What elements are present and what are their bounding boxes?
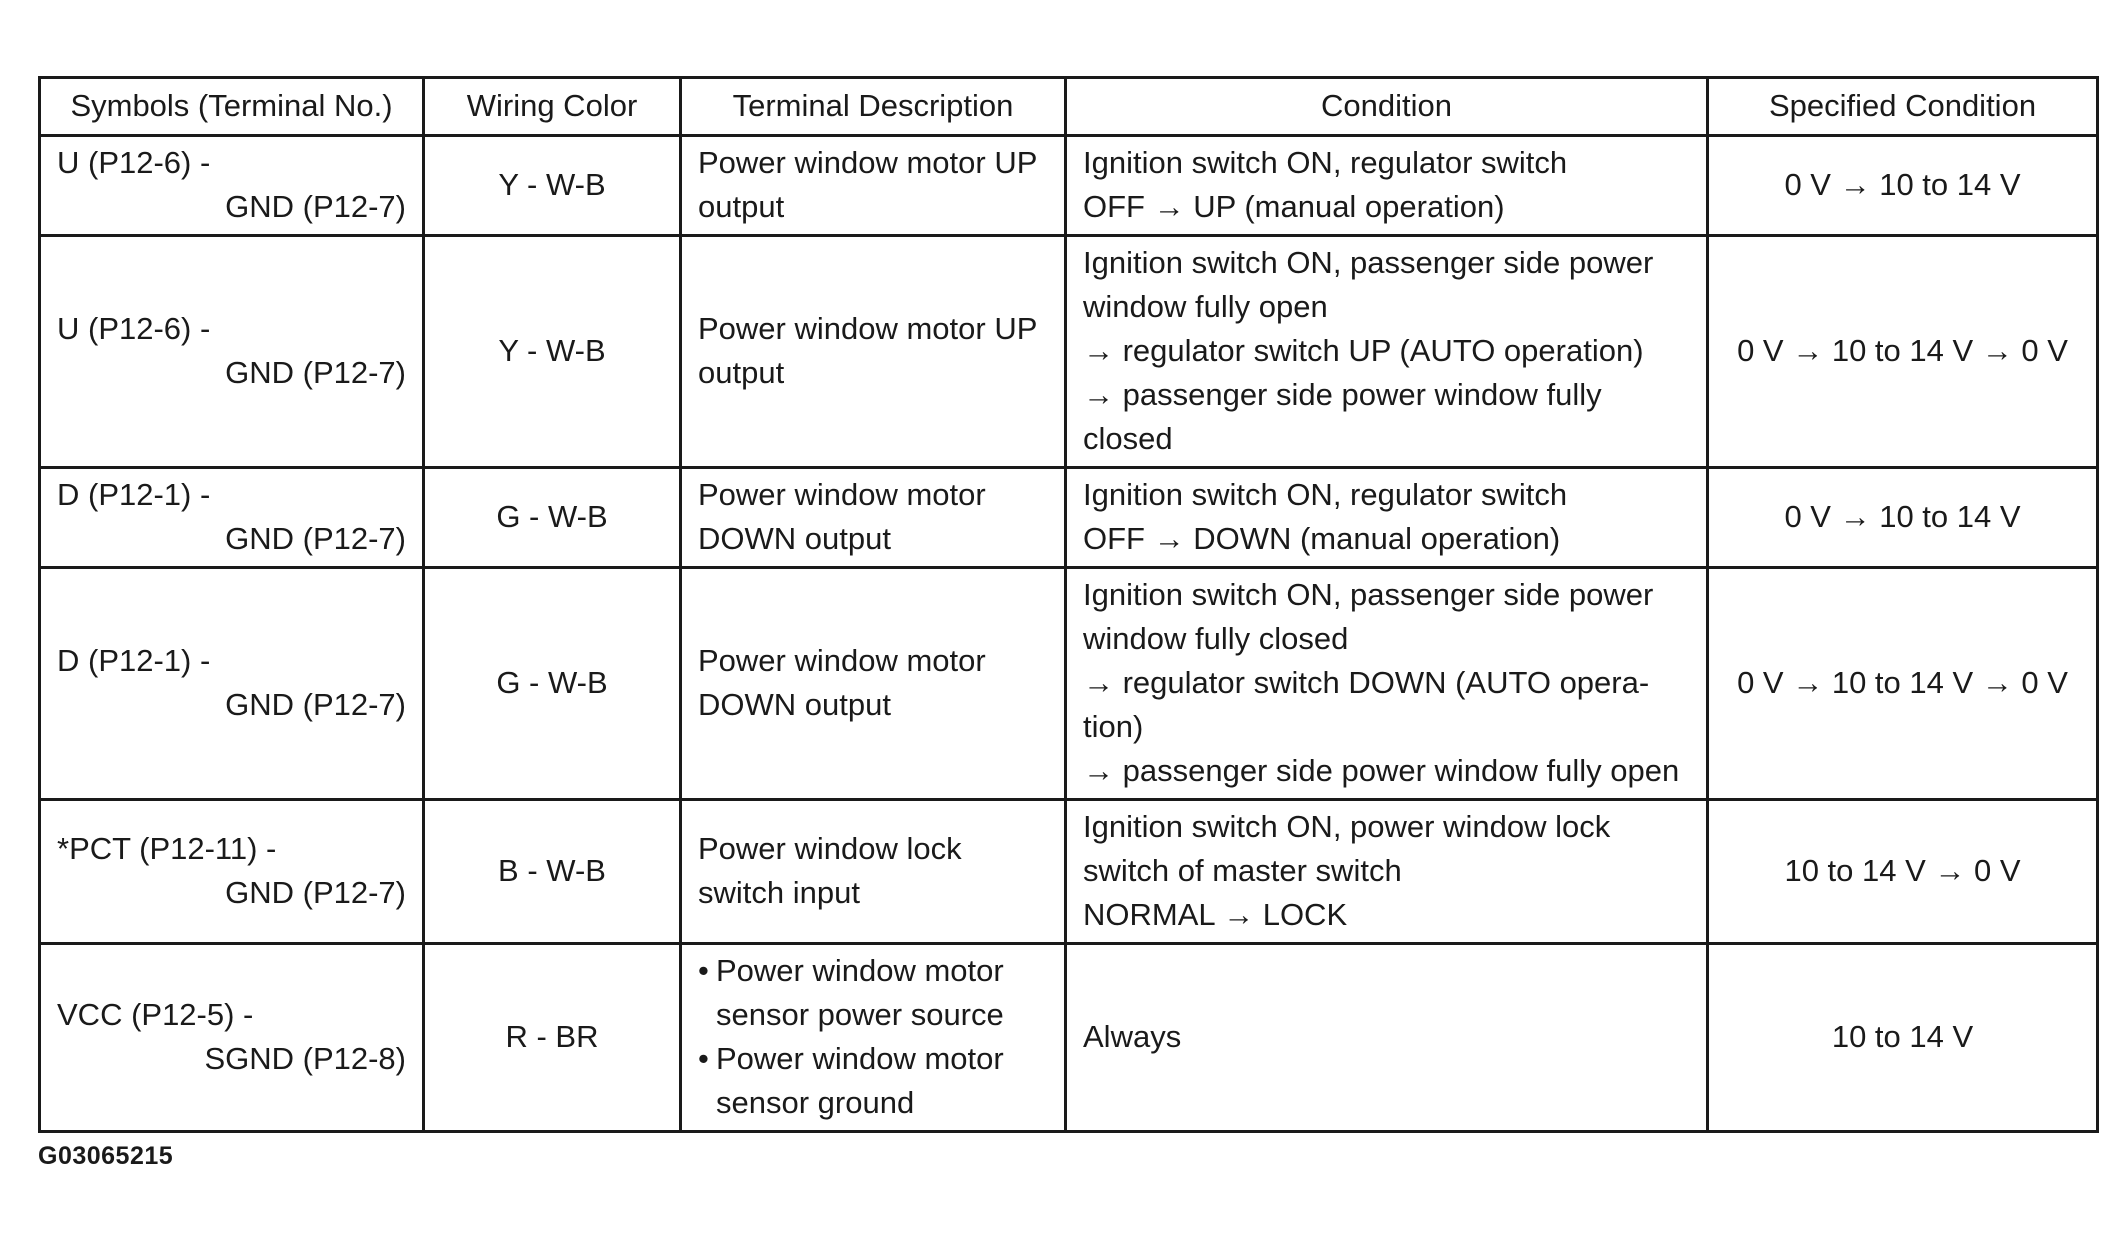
- condition-line: Ignition switch ON, power window lock: [1083, 809, 1611, 844]
- condition-cell: [1066, 136, 1708, 236]
- symbols-cell: [40, 800, 424, 944]
- table-row: [40, 136, 2098, 236]
- condition-line: → regulator switch UP (AUTO operation): [1083, 333, 1644, 368]
- description-line: Power window motor: [698, 643, 986, 678]
- condition-line: NORMAL → LOCK: [1083, 897, 1348, 932]
- symbols-cell: [40, 944, 424, 1132]
- description-line: DOWN output: [698, 687, 891, 722]
- wiring-color-cell: B - W-B: [424, 800, 681, 944]
- wiring-color-cell: Y - W-B: [424, 236, 681, 468]
- header-symbols: Symbols (Terminal No.): [40, 78, 424, 136]
- description-line: Power window motor UP: [698, 145, 1038, 180]
- condition-line: switch of master switch: [1083, 853, 1402, 888]
- header-row: [40, 78, 2098, 136]
- condition-cell: [1066, 468, 1708, 568]
- condition-line: Ignition switch ON, regulator switch: [1083, 477, 1568, 512]
- description-cell: [681, 944, 1066, 1132]
- symbol-terminal: VCC (P12-5) -: [57, 997, 254, 1032]
- wiring-color-cell: G - W-B: [424, 568, 681, 800]
- condition-line: → passenger side power window fully open: [1083, 753, 1680, 788]
- symbol-terminal: U (P12-6) -: [57, 311, 211, 346]
- condition-line: window fully closed: [1083, 621, 1349, 656]
- description-cell: [681, 236, 1066, 468]
- condition-cell: [1066, 800, 1708, 944]
- wiring-color-cell: R - BR: [424, 944, 681, 1132]
- condition-line: Always: [1083, 1019, 1182, 1054]
- symbol-terminal: D (P12-1) -: [57, 477, 211, 512]
- description-line: Power window motor: [698, 477, 986, 512]
- symbol-ground: GND (P12-7): [225, 521, 406, 556]
- symbol-terminal: *PCT (P12-11) -: [57, 831, 277, 866]
- symbols-cell: [40, 236, 424, 468]
- description-cell: [681, 568, 1066, 800]
- description-line: Power window motor UP: [698, 311, 1038, 346]
- condition-line: → regulator switch DOWN (AUTO opera-: [1083, 665, 1650, 700]
- description-cell: [681, 136, 1066, 236]
- symbol-terminal: D (P12-1) -: [57, 643, 211, 678]
- symbol-terminal: U (P12-6) -: [57, 145, 211, 180]
- table-row: [40, 468, 2098, 568]
- description-line: Power window lock: [698, 831, 962, 866]
- condition-line: window fully open: [1083, 289, 1328, 324]
- table-row: [40, 944, 2098, 1132]
- condition-line: closed: [1083, 421, 1173, 456]
- specified-condition-cell: 10 to 14 V → 0 V: [1708, 800, 2098, 944]
- symbol-ground: GND (P12-7): [225, 875, 406, 910]
- description-line: DOWN output: [698, 521, 891, 556]
- header-specified-condition: Specified Condition: [1708, 78, 2098, 136]
- table-row: [40, 236, 2098, 468]
- figure-id: G03065215: [38, 1142, 174, 1170]
- header-condition: Condition: [1066, 78, 1708, 136]
- specified-condition-cell: 10 to 14 V: [1708, 944, 2098, 1132]
- condition-cell: [1066, 236, 1708, 468]
- symbol-ground: GND (P12-7): [225, 189, 406, 224]
- description-line: switch input: [698, 875, 860, 910]
- terminal-spec-table: [38, 76, 2099, 1133]
- header-wiring-color: Wiring Color: [424, 78, 681, 136]
- specified-condition-cell: 0 V → 10 to 14 V: [1708, 136, 2098, 236]
- description-bullet: • Power window motor sensor power source: [698, 949, 1048, 1037]
- condition-line: Ignition switch ON, regulator switch: [1083, 145, 1568, 180]
- wiring-color-cell: Y - W-B: [424, 136, 681, 236]
- condition-line: → passenger side power window fully: [1083, 377, 1602, 412]
- table-row: [40, 568, 2098, 800]
- description-bullet: • Power window motor sensor ground: [698, 1037, 1048, 1125]
- symbols-cell: [40, 568, 424, 800]
- header-terminal-description: Terminal Description: [681, 78, 1066, 136]
- condition-line: OFF → UP (manual operation): [1083, 189, 1505, 224]
- symbols-cell: [40, 468, 424, 568]
- specified-condition-cell: 0 V → 10 to 14 V → 0 V: [1708, 236, 2098, 468]
- condition-cell: [1066, 944, 1708, 1132]
- wiring-color-cell: G - W-B: [424, 468, 681, 568]
- specified-condition-cell: 0 V → 10 to 14 V → 0 V: [1708, 568, 2098, 800]
- description-bullet-list: [698, 949, 1048, 1125]
- symbols-cell: [40, 136, 424, 236]
- table-row: [40, 800, 2098, 944]
- description-line: output: [698, 189, 785, 224]
- condition-line: OFF → DOWN (manual operation): [1083, 521, 1561, 556]
- condition-line: Ignition switch ON, passenger side power: [1083, 577, 1654, 612]
- condition-cell: [1066, 568, 1708, 800]
- symbol-ground: GND (P12-7): [225, 687, 406, 722]
- specified-condition-cell: 0 V → 10 to 14 V: [1708, 468, 2098, 568]
- symbol-ground: GND (P12-7): [225, 355, 406, 390]
- condition-line: Ignition switch ON, passenger side power: [1083, 245, 1654, 280]
- symbol-ground: SGND (P12-8): [204, 1041, 406, 1076]
- condition-line: tion): [1083, 709, 1144, 744]
- description-cell: [681, 800, 1066, 944]
- description-cell: [681, 468, 1066, 568]
- description-line: output: [698, 355, 785, 390]
